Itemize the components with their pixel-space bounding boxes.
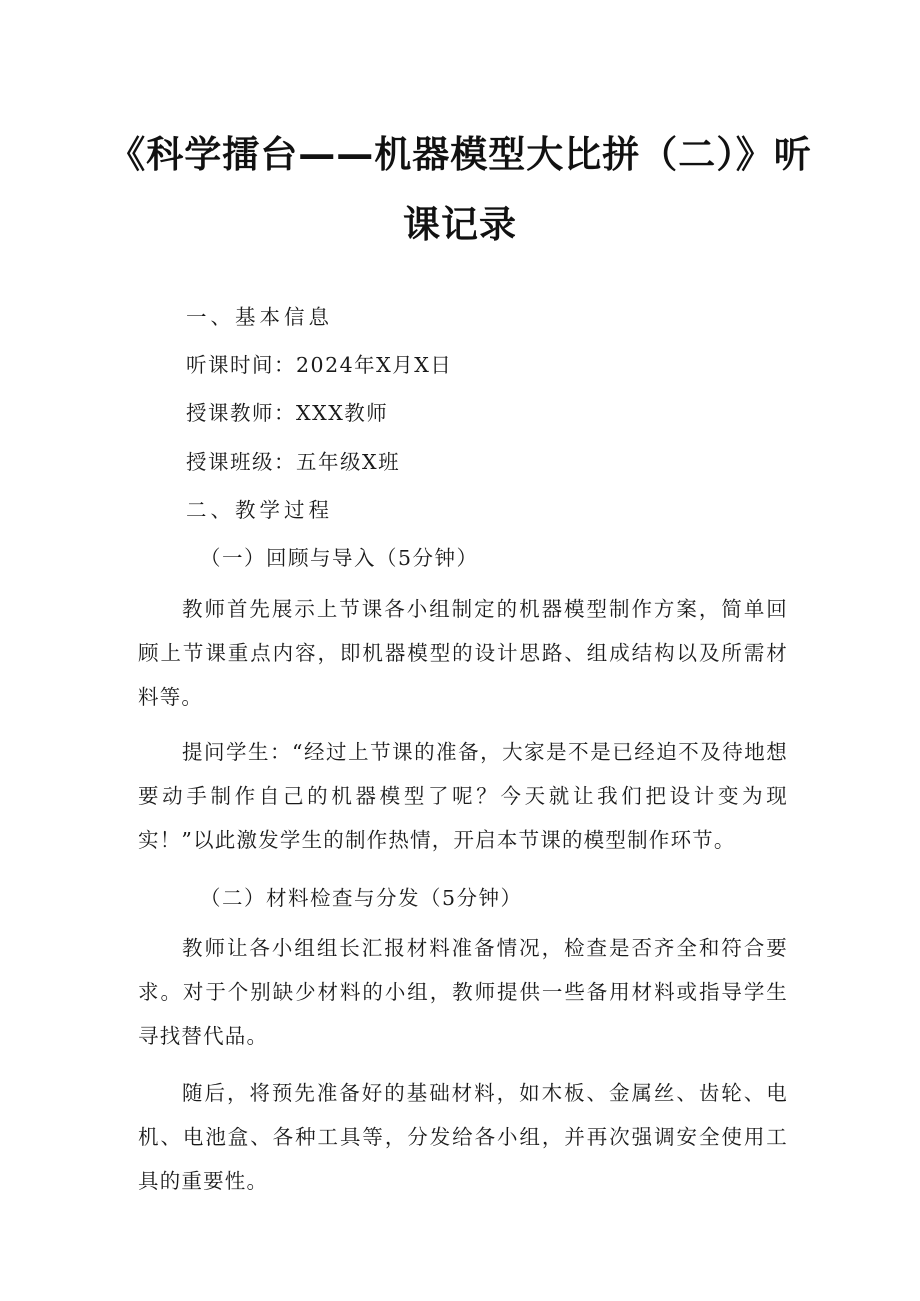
paragraph-materials-check: 教师让各小组组长汇报材料准备情况，检查是否齐全和符合要求。对于个别缺少材料的小组，教师提供一些备用材料或指导学生寻找替代品。 <box>138 936 788 1048</box>
subsection-heading-review: （一）回顾与导入（5分钟） <box>200 546 479 570</box>
lesson-teacher: 授课教师：XXX教师 <box>186 401 389 425</box>
lesson-class: 授课班级：五年级X班 <box>186 450 401 474</box>
paragraph-review-intro: 教师首先展示上节课各小组制定的机器模型制作方案，简单回顾上节课重点内容，即机器模型的设计思路、组成结构以及所需材料等。 <box>138 597 788 709</box>
document-title-line-1: 《科学擂台——机器模型大比拼（二）》听 <box>108 133 812 176</box>
section-heading-basic-info: 一、基本信息 <box>186 305 333 329</box>
section-heading-teaching-process: 二、教学过程 <box>186 498 333 522</box>
lesson-time: 听课时间：2024年X月X日 <box>186 353 453 377</box>
paragraph-materials-distribution: 随后，将预先准备好的基础材料，如木板、金属丝、齿轮、电机、电池盒、各种工具等，分发给各小组，并再次强调安全使用工具的重要性。 <box>138 1081 788 1193</box>
document-title-line-2: 课记录 <box>403 203 517 246</box>
paragraph-question: 提问学生：“经过上节课的准备，大家是不是已经迫不及待地想要动手制作自己的机器模型了呢？今天就让我们把设计变为现实！”以此激发学生的制作热情，开启本节课的模型制作环节。 <box>138 740 788 852</box>
subsection-heading-materials: （二）材料检查与分发（5分钟） <box>200 886 523 910</box>
